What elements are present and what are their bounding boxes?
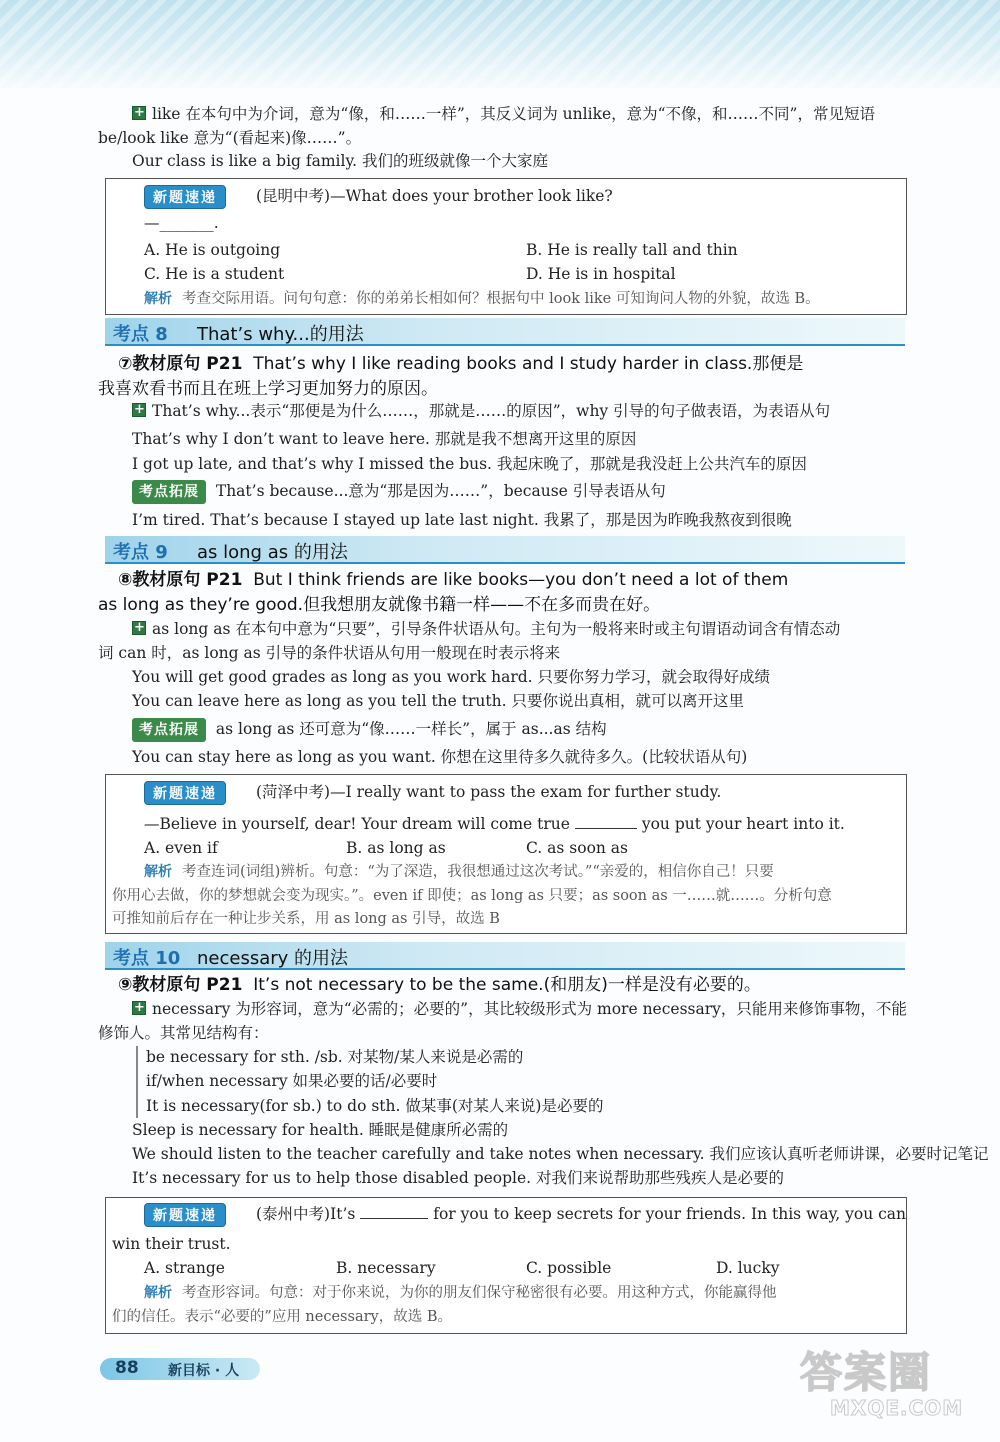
section-number: 考点 10	[113, 948, 181, 969]
question-stem-cont: win their trust.	[112, 1235, 231, 1253]
section-number: 考点 9	[113, 542, 168, 563]
extension: 考点拓展 as long as 还可意为“像……一样长”，属于 as...as 结构	[132, 718, 607, 742]
option-a: A. even if	[144, 839, 218, 857]
page-number: 88	[115, 1358, 139, 1378]
usage-note-cont: 词 can 时，as long as 引导的条件状语从句用一般现在时表示将来	[98, 644, 561, 662]
extension-example: I’m tired. That’s because I stayed up late last night. 我累了，那是因为昨晚我熬夜到很晚	[132, 511, 792, 529]
section-header-8	[105, 318, 905, 344]
question-box-3	[105, 1197, 907, 1334]
section-header-10	[105, 942, 905, 968]
answer-blank	[360, 1206, 428, 1219]
option-d: D. He is in hospital	[526, 265, 676, 283]
example-3: It’s necessary for us to help those disabled people. 对我们来说帮助那些残疾人是必要的	[132, 1169, 785, 1187]
usage-note: +That’s why...表示“那便是为什么……，那就是……的原因”，why 引导的句子做表语，为表语从句	[132, 400, 830, 422]
bracket-line	[136, 1046, 138, 1118]
extension: 考点拓展 That’s because...意为“那是因为……”，because 引导表语从句	[132, 480, 666, 504]
textbook-sentence: ⑧教材原句 P21 But I think friends are like books—you don’t need a lot of them	[118, 570, 789, 590]
explanation-cont-2: 可推知前后存在一种让步关系，用 as long as 引导，故选 B	[112, 911, 500, 927]
new-question-tag: 新题速递	[144, 781, 226, 805]
question-line-2: —Believe in yourself, dear! Your dream will come true you put your heart into it.	[144, 815, 845, 833]
explanation: 解析 考查形容词。句意：对于你来说，为你的朋友们保守秘密很有必要。用这种方式，你能赢得他	[144, 1285, 777, 1301]
answer-blank: —_______.	[144, 214, 219, 232]
answer-blank	[575, 816, 637, 829]
textbook-sentence-cont: as long as they’re good.但我想朋友就像书籍一样——不在多而贵在好。	[98, 595, 661, 615]
note-bullet-icon	[132, 106, 146, 120]
explanation-cont: 们的信任。表示“必要的”应用 necessary，故选 B。	[112, 1309, 452, 1325]
explanation-label: 解析	[144, 864, 172, 880]
option-a: A. strange	[144, 1259, 225, 1277]
note-bullet-icon	[132, 1001, 146, 1015]
example-1: Sleep is necessary for health. 睡眠是健康所必需的	[132, 1121, 509, 1139]
example-2: I got up late, and that’s why I missed the bus. 我起床晚了，那就是我没赶上公共汽车的原因	[132, 455, 807, 473]
option-a: A. He is outgoing	[144, 241, 281, 259]
question-box-1	[105, 178, 907, 315]
section-title: necessary 的用法	[197, 948, 349, 969]
example-2: We should listen to the teacher carefully and take notes when necessary. 我们应该认真听老师讲课，必要时记笔记	[132, 1145, 989, 1163]
question-stem: (菏泽中考)—I really want to pass the exam for further study.	[256, 783, 722, 801]
structure-1: be necessary for sth. /sb. 对某物/某人来说是必需的	[146, 1048, 524, 1066]
question-stem: (泰州中考)It’s for you to keep secrets for your friends. In this way, you can	[256, 1205, 907, 1223]
usage-note-cont: 修饰人。其常见结构有：	[98, 1024, 269, 1042]
section-title: That’s why...的用法	[197, 324, 364, 345]
option-b: B. as long as	[346, 839, 446, 857]
section-header-9	[105, 536, 905, 562]
like-note: +like 在本句中为介词，意为“像，和……一样”，其反义词为 unlike，意为“不像，和……不同”，常见短语	[132, 103, 875, 125]
explanation: 解析 考查交际用语。问句句意：你的弟弟长相如何？根据句中 look like 可知询问人物的外貌，故选 B。	[144, 291, 820, 307]
explanation-label: 解析	[144, 291, 172, 307]
example-1: That’s why I don’t want to leave here. 那就是我不想离开这里的原因	[132, 430, 637, 448]
option-c: C. He is a student	[144, 265, 285, 283]
header-decoration	[0, 0, 1000, 88]
extension-tag: 考点拓展	[132, 718, 206, 742]
like-note-cont: be/look like 意为“(看起来)像……”。	[98, 129, 362, 147]
textbook-sentence: ⑦教材原句 P21 That’s why I like reading books and I study harder in class.那便是	[118, 354, 804, 374]
explanation-cont-1: 你用心去做，你的梦想就会变为现实。”。even if 即使；as long as 只要；as soon as 一……就……。分析句意	[112, 888, 832, 904]
option-b: B. necessary	[336, 1259, 436, 1277]
extension-example: You can stay here as long as you want. 你想在这里待多久就待多久。(比较状语从句)	[132, 748, 748, 766]
textbook-sentence-cont: 我喜欢看书而且在班上学习更加努力的原因。	[98, 379, 438, 399]
usage-note: +as long as 在本句中意为“只要”，引导条件状语从句。主句为一般将来时或主句谓语动词含有情态动	[132, 618, 840, 640]
new-question-tag: 新题速递	[144, 185, 226, 209]
option-b: B. He is really tall and thin	[526, 241, 738, 259]
explanation: 解析 考查连词(词组)辨析。句意：“为了深造，我很想通过这次考试。”“亲爱的，相信你自己！只要	[144, 864, 774, 880]
book-label: 新目标 · 人	[168, 1363, 240, 1379]
section-title: as long as 的用法	[197, 542, 348, 563]
section-number: 考点 8	[113, 324, 168, 345]
new-question-tag: 新题速递	[144, 1203, 226, 1227]
like-example: Our class is like a big family. 我们的班级就像一个大家庭	[132, 152, 549, 170]
explanation-label: 解析	[144, 1285, 172, 1301]
note-bullet-icon	[132, 621, 146, 635]
option-c: C. possible	[526, 1259, 612, 1277]
structure-3: It is necessary(for sb.) to do sth. 做某事(对某人来说)是必要的	[146, 1097, 604, 1115]
example-1: You will get good grades as long as you work hard. 只要你努力学习，就会取得好成绩	[132, 668, 771, 686]
question-box-2	[105, 774, 907, 934]
structure-2: if/when necessary 如果必要的话/必要时	[146, 1072, 438, 1090]
note-bullet-icon	[132, 403, 146, 417]
watermark-logo: 答案圈 MXQE.COM	[800, 1348, 964, 1420]
textbook-sentence: ⑨教材原句 P21 It’s not necessary to be the same.(和朋友)一样是没有必要的。	[118, 975, 761, 995]
extension-tag: 考点拓展	[132, 480, 206, 504]
option-c: C. as soon as	[526, 839, 629, 857]
question-stem: (昆明中考)—What does your brother look like?	[256, 187, 613, 205]
usage-note: +necessary 为形容词，意为“必需的；必要的”，其比较级形式为 more necessary，只能用来修饰事物，不能	[132, 998, 907, 1020]
option-d: D. lucky	[716, 1259, 780, 1277]
example-2: You can leave here as long as you tell the truth. 只要你说出真相，就可以离开这里	[132, 692, 744, 710]
